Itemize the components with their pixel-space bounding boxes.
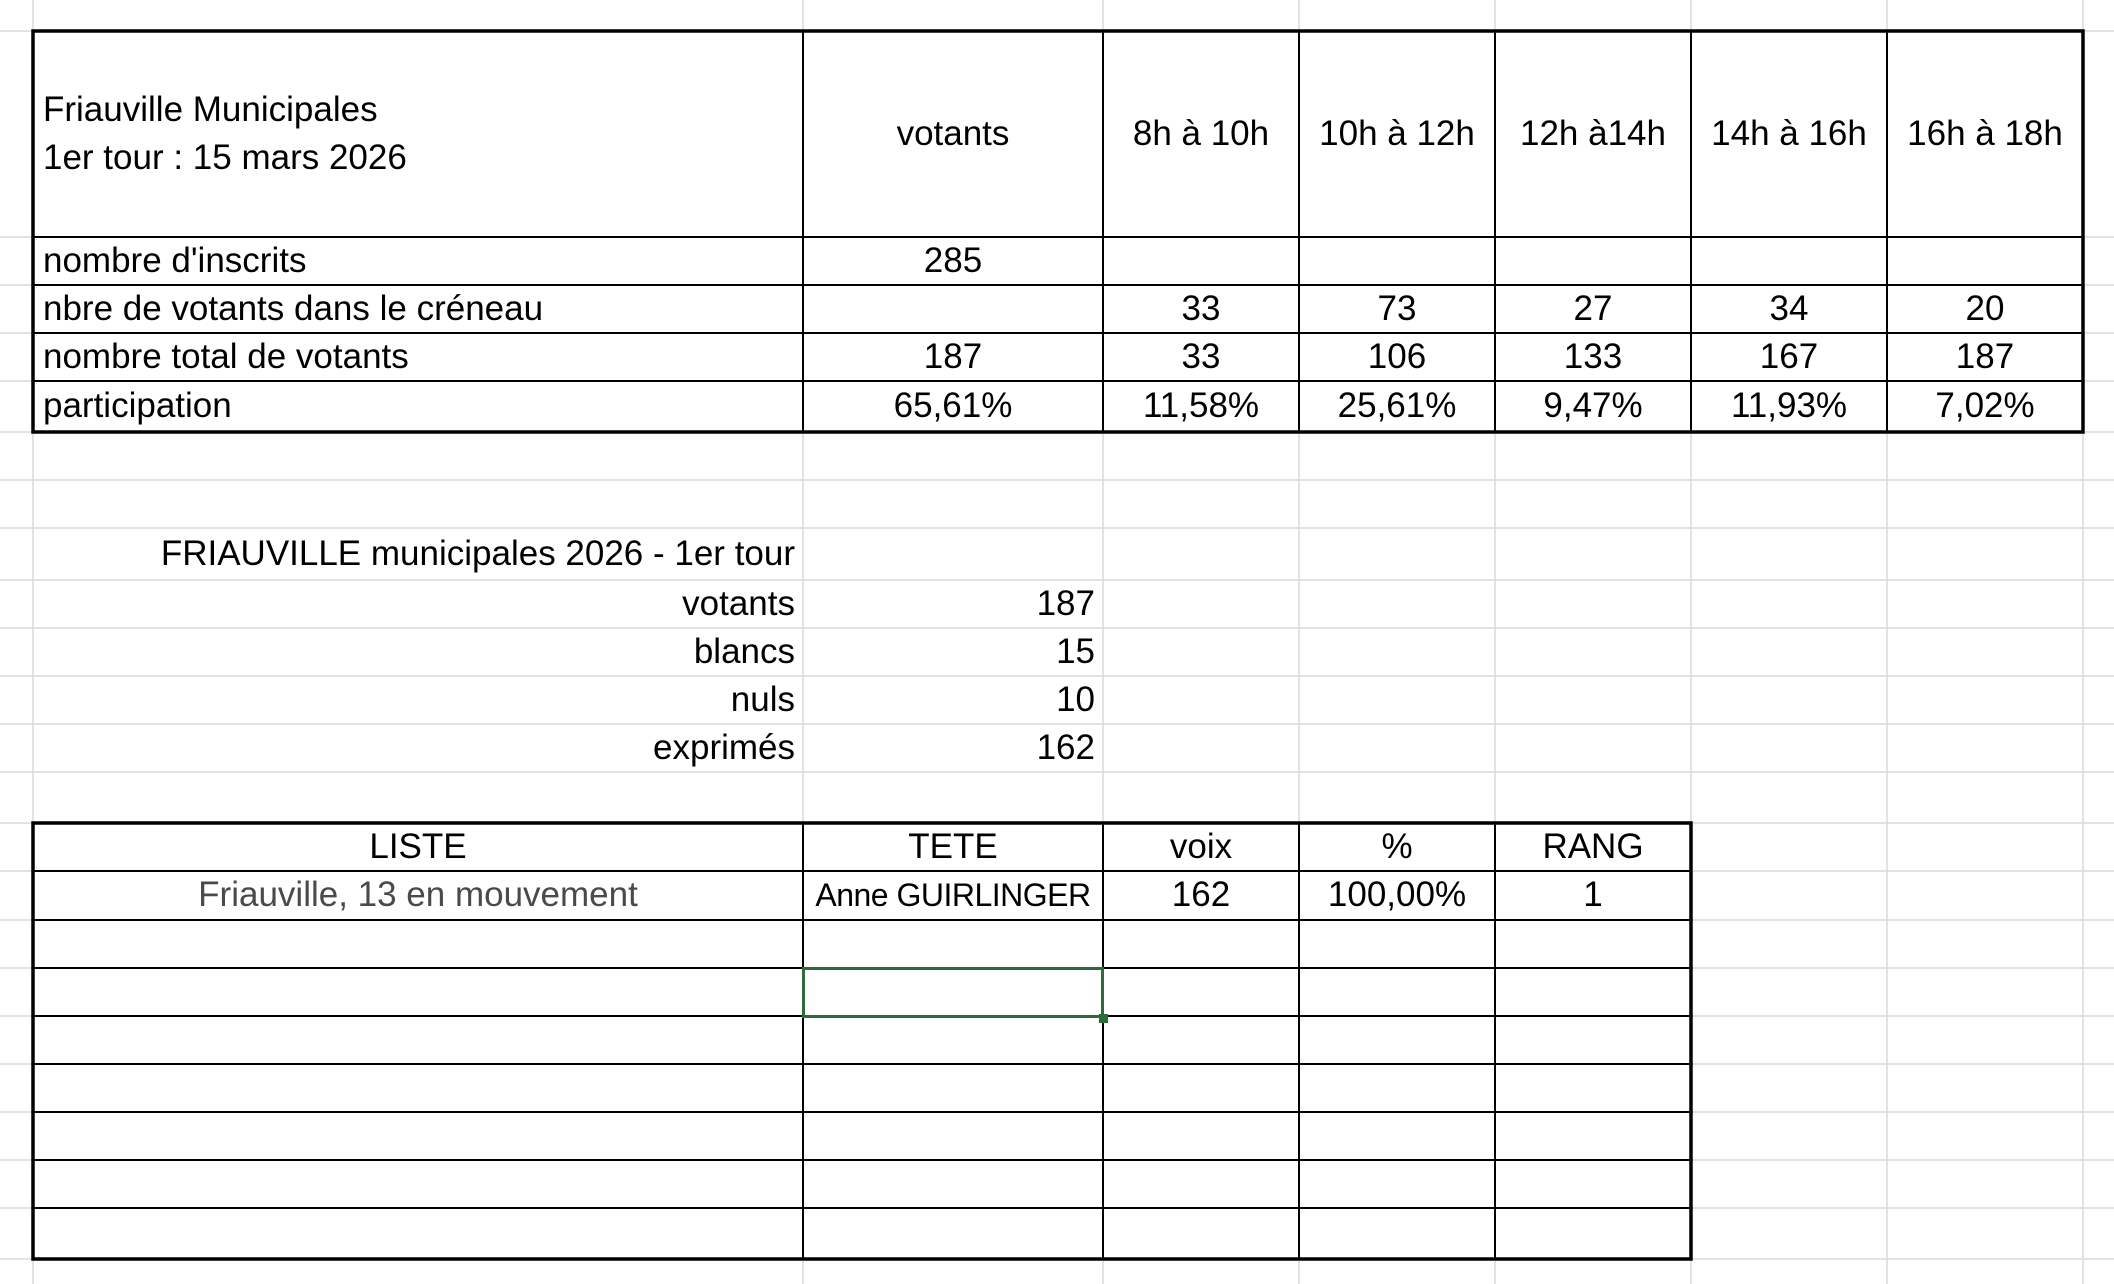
cell-participation-16h-18h[interactable]: 7,02% bbox=[1935, 386, 2035, 426]
cell-inscrits-10h-12h[interactable] bbox=[1299, 237, 1495, 285]
summary-value-blancs[interactable]: 15 bbox=[1056, 631, 1095, 671]
header-slot-8h-10h[interactable]: 8h à 10h bbox=[1132, 113, 1270, 153]
cell-participation-votants[interactable]: 65,61% bbox=[893, 386, 1013, 426]
results-empty-row[interactable] bbox=[33, 1112, 1691, 1160]
results-header-percent[interactable]: % bbox=[1381, 826, 1413, 866]
results-header-voix[interactable]: voix bbox=[1169, 826, 1233, 866]
row-label-total-votants[interactable]: nombre total de votants bbox=[43, 336, 409, 376]
cell-creneau-votants[interactable] bbox=[803, 285, 1103, 333]
summary-value-votants[interactable]: 187 bbox=[1036, 583, 1095, 623]
results-percent-1[interactable]: 100,00% bbox=[1327, 875, 1467, 915]
row-label-inscrits[interactable]: nombre d'inscrits bbox=[43, 240, 307, 280]
cell-inscrits-12h-14h[interactable] bbox=[1495, 237, 1691, 285]
results-header-liste[interactable]: LISTE bbox=[369, 826, 467, 866]
cell-total-8h-10h[interactable]: 33 bbox=[1181, 336, 1221, 376]
summary-title[interactable]: FRIAUVILLE municipales 2026 - 1er tour bbox=[160, 533, 795, 573]
header-slot-10h-12h[interactable]: 10h à 12h bbox=[1319, 113, 1475, 153]
summary-label-votants[interactable]: votants bbox=[682, 583, 795, 623]
summary-value-exprimes[interactable]: 162 bbox=[1036, 727, 1095, 767]
cell-creneau-16h-18h[interactable]: 20 bbox=[1965, 288, 2005, 328]
row-label-votants-creneau[interactable]: nbre de votants dans le créneau bbox=[43, 288, 544, 328]
results-empty-row[interactable] bbox=[33, 1160, 1691, 1208]
header-slot-16h-18h[interactable]: 16h à 18h bbox=[1907, 113, 2063, 153]
summary-label-blancs[interactable]: blancs bbox=[693, 631, 795, 671]
results-rang-1[interactable]: 1 bbox=[1583, 875, 1603, 915]
cell-total-12h-14h[interactable]: 133 bbox=[1563, 336, 1623, 376]
summary-label-exprimes[interactable]: exprimés bbox=[653, 727, 795, 767]
summary-label-nuls[interactable]: nuls bbox=[730, 679, 795, 719]
results-empty-row[interactable] bbox=[33, 1064, 1691, 1112]
cell-participation-14h-16h[interactable]: 11,93% bbox=[1730, 386, 1848, 426]
cell-creneau-14h-16h[interactable]: 34 bbox=[1769, 288, 1809, 328]
turnout-table-title[interactable] bbox=[33, 31, 803, 237]
cell-total-16h-18h[interactable]: 187 bbox=[1955, 336, 2015, 376]
results-empty-row[interactable] bbox=[33, 920, 1691, 968]
results-empty-row[interactable] bbox=[33, 1208, 1691, 1259]
results-tete-1[interactable]: Anne GUIRLINGER bbox=[815, 876, 1091, 913]
results-empty-row[interactable] bbox=[33, 968, 803, 1016]
active-cell-selection[interactable] bbox=[802, 967, 1104, 1018]
results-header-tete[interactable]: TETE bbox=[908, 826, 998, 866]
cell-inscrits-16h-18h[interactable] bbox=[1887, 237, 2083, 285]
header-votants[interactable]: votants bbox=[896, 113, 1010, 153]
header-slot-14h-16h[interactable]: 14h à 16h bbox=[1711, 113, 1867, 153]
results-header-rang[interactable]: RANG bbox=[1542, 826, 1644, 866]
results-liste-1[interactable]: Friauville, 13 en mouvement bbox=[198, 875, 638, 915]
cell-total-10h-12h[interactable]: 106 bbox=[1367, 336, 1427, 376]
cell-participation-8h-10h[interactable]: 11,58% bbox=[1142, 386, 1260, 426]
fill-handle[interactable] bbox=[1099, 1014, 1108, 1023]
cell-total-14h-16h[interactable]: 167 bbox=[1759, 336, 1819, 376]
cell-creneau-10h-12h[interactable]: 73 bbox=[1377, 288, 1417, 328]
header-slot-12h-14h[interactable]: 12h à14h bbox=[1520, 113, 1666, 153]
cell-participation-10h-12h[interactable]: 25,61% bbox=[1337, 386, 1457, 426]
cell-total-votants[interactable]: 187 bbox=[923, 336, 983, 376]
cell-inscrits-votants[interactable]: 285 bbox=[923, 240, 983, 280]
election-round-date: 1er tour : 15 mars 2026 bbox=[43, 138, 407, 177]
results-empty-row[interactable] bbox=[33, 1016, 1691, 1064]
cell-inscrits-8h-10h[interactable] bbox=[1103, 237, 1299, 285]
cell-creneau-12h-14h[interactable]: 27 bbox=[1573, 288, 1613, 328]
cell-inscrits-14h-16h[interactable] bbox=[1691, 237, 1887, 285]
cell-participation-12h-14h[interactable]: 9,47% bbox=[1543, 386, 1643, 426]
results-voix-1[interactable]: 162 bbox=[1171, 875, 1231, 915]
cell-creneau-8h-10h[interactable]: 33 bbox=[1181, 288, 1221, 328]
election-title: Friauville Municipales bbox=[43, 89, 378, 129]
row-label-participation[interactable]: participation bbox=[43, 386, 232, 426]
summary-value-nuls[interactable]: 10 bbox=[1056, 679, 1095, 719]
